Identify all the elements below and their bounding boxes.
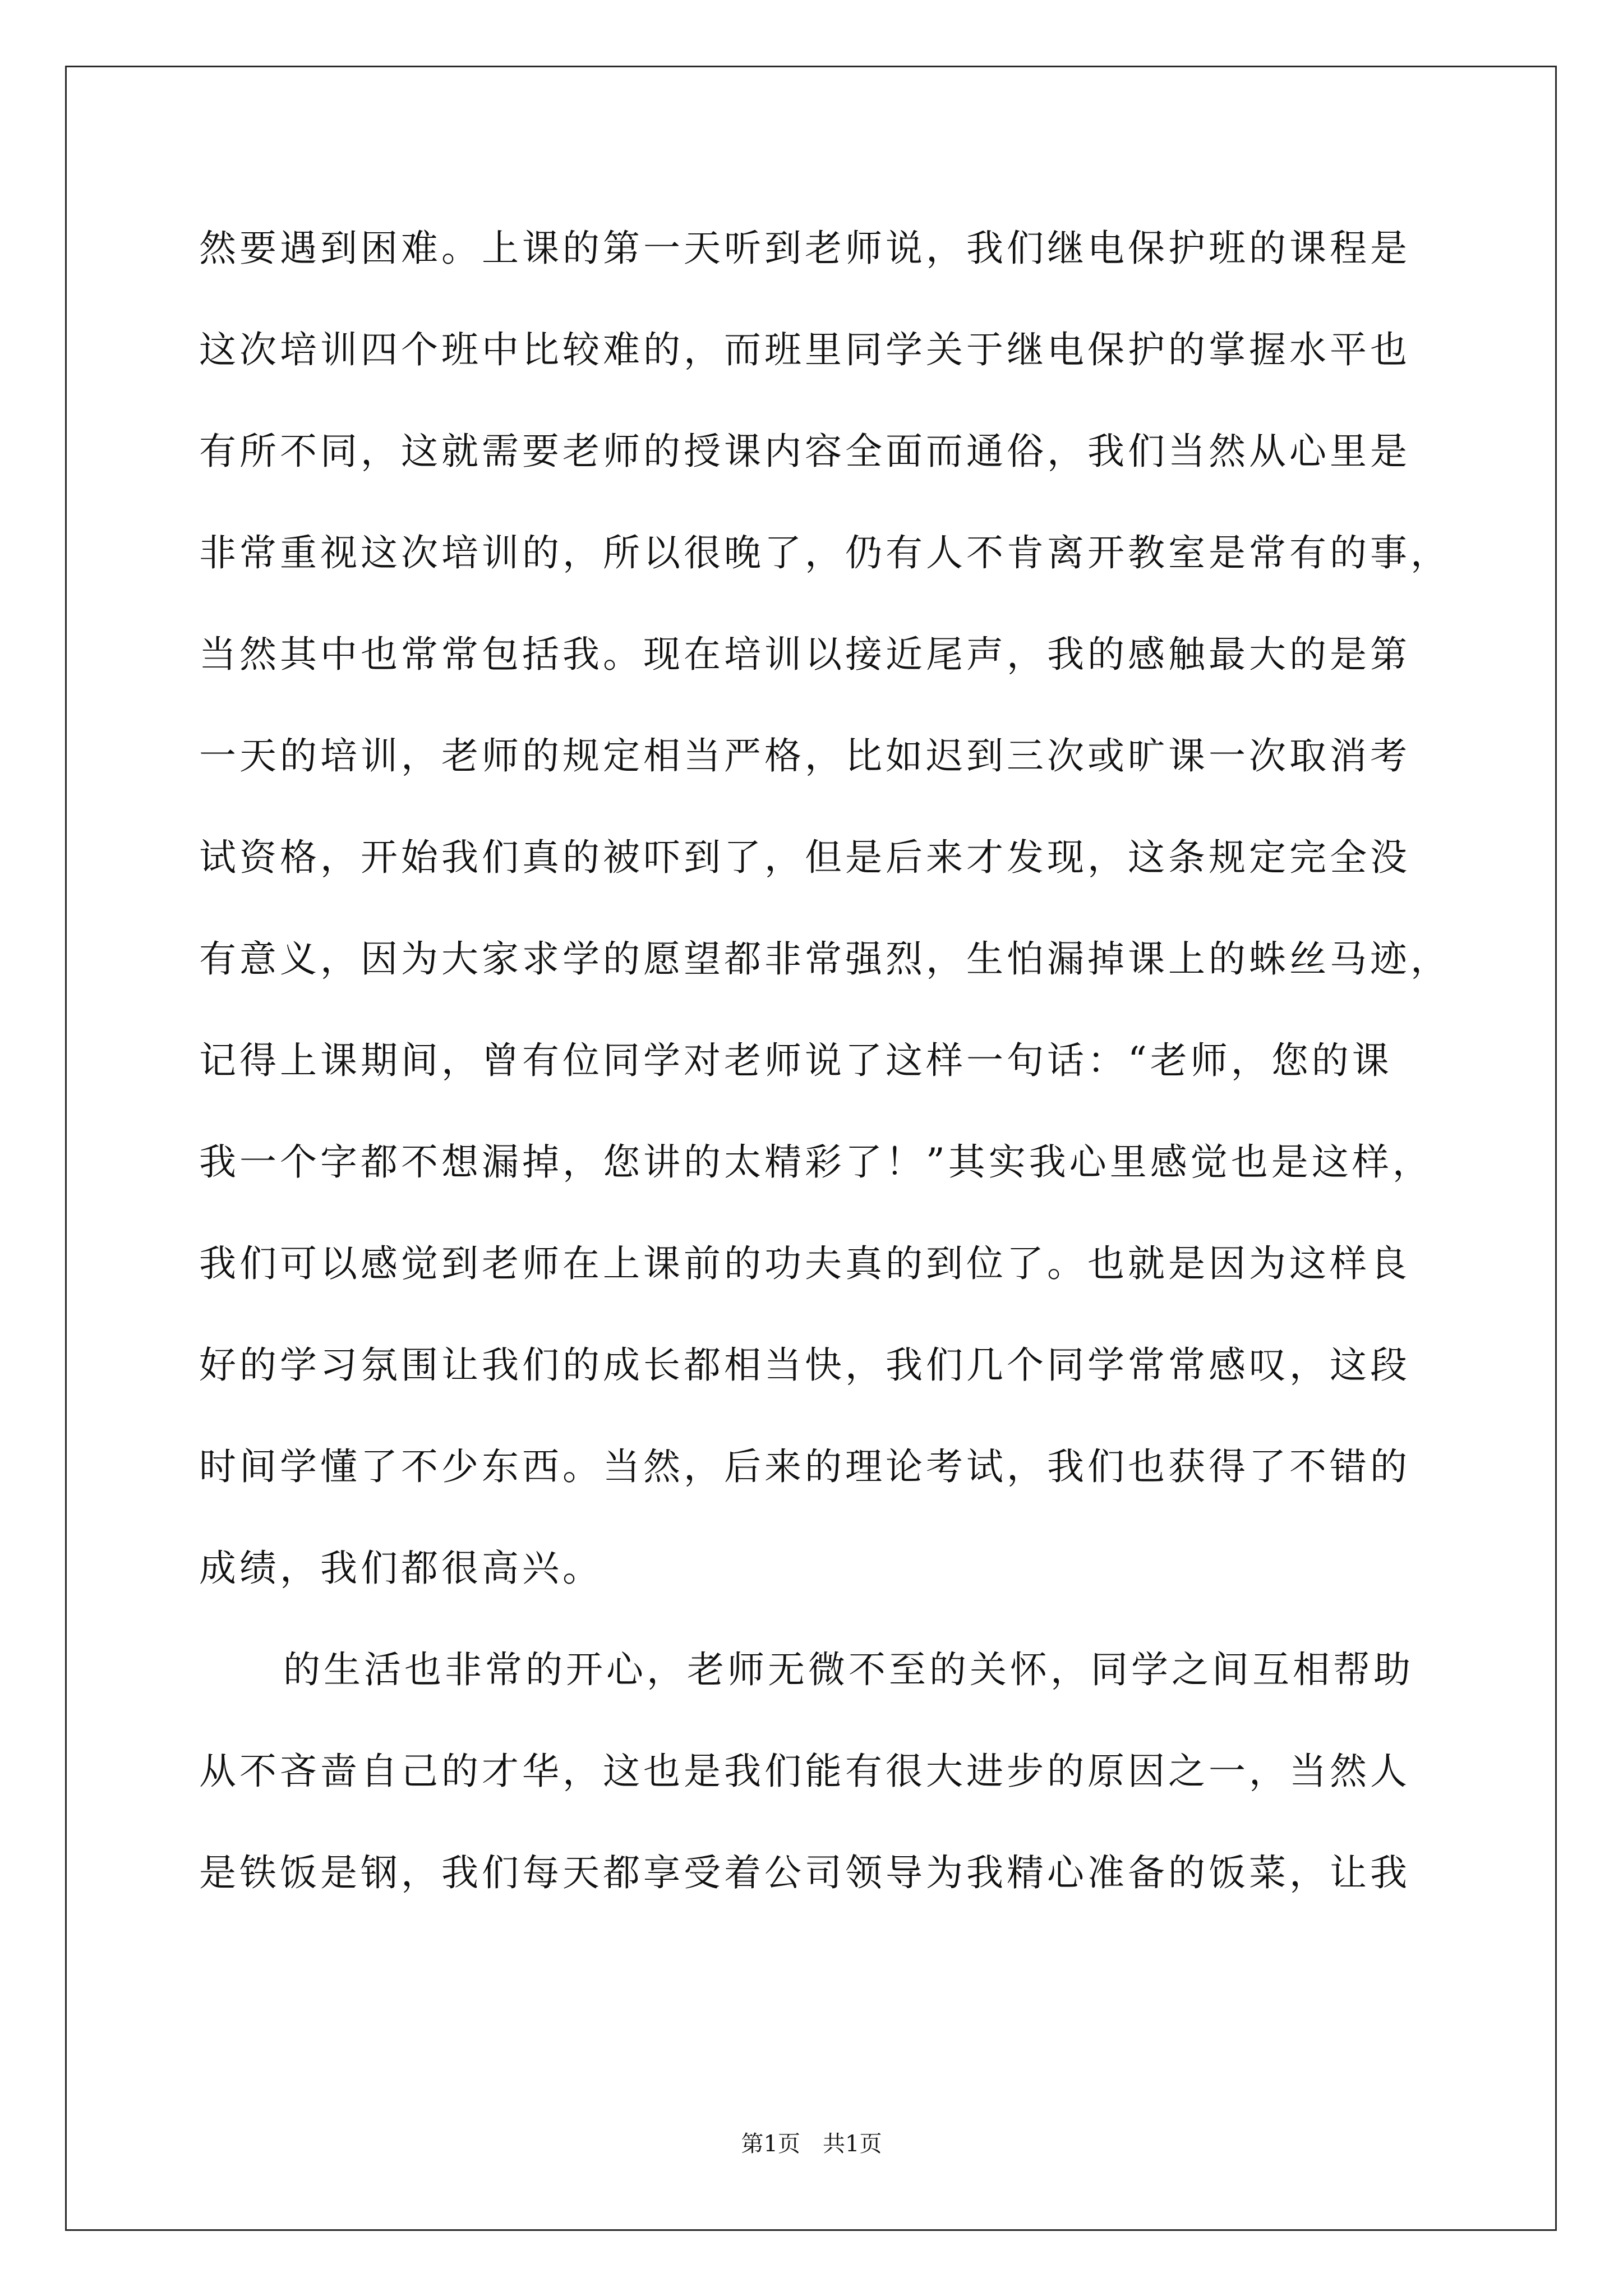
text-line: 一天的培训，老师的规定相当严格，比如迟到三次或旷课一次取消考 (199, 734, 1410, 777)
text-line: 好的学习氛围让我们的成长都相当快，我们几个同学常常感叹，这段 (199, 1343, 1410, 1387)
text-line: 时间学懂了不少东西。当然，后来的理论考试，我们也获得了不错的 (199, 1445, 1410, 1488)
text-line: 有意义，因为大家求学的愿望都非常强烈，生怕漏掉课上的蛛丝马迹， (199, 937, 1451, 981)
paragraph-start-line: 的生活也非常的开心，老师无微不至的关怀，同学之间互相帮助 (283, 1648, 1414, 1691)
text-line: 我们可以感觉到老师在上课前的功夫真的到位了。也就是因为这样良 (199, 1242, 1410, 1285)
document-body (199, 218, 1451, 1944)
text-line: 有所不同，这就需要老师的授课内容全面而通俗，我们当然从心里是 (199, 430, 1410, 473)
text-line: 记得上课期间，曾有位同学对老师说了这样一句话：“老师，您的课 (199, 1039, 1393, 1082)
text-line: 从不吝啬自己的才华，这也是我们能有很大进步的原因之一，当然人 (199, 1750, 1410, 1793)
text-line: 当然其中也常常包括我。现在培训以接近尾声，我的感触最大的是第 (199, 633, 1410, 676)
text-line: 试资格，开始我们真的被吓到了，但是后来才发现，这条规定完全没 (199, 836, 1410, 879)
page-number-footer: 第1页 共1页 (741, 2131, 882, 2157)
text-line: 我一个字都不想漏掉，您讲的太精彩了！”其实我心里感觉也是这样， (199, 1140, 1433, 1184)
text-line: 是铁饭是钢，我们每天都享受着公司领导为我精心准备的饭菜，让我 (199, 1851, 1410, 1894)
text-line: 成绩，我们都很高兴。 (199, 1547, 603, 1590)
text-line: 然要遇到困难。上课的第一天听到老师说，我们继电保护班的课程是 (199, 227, 1410, 270)
text-line: 非常重视这次培训的，所以很晚了，仍有人不肯离开教室是常有的事， (199, 531, 1451, 574)
text-line: 这次培训四个班中比较难的，而班里同学关于继电保护的掌握水平也 (199, 328, 1410, 371)
